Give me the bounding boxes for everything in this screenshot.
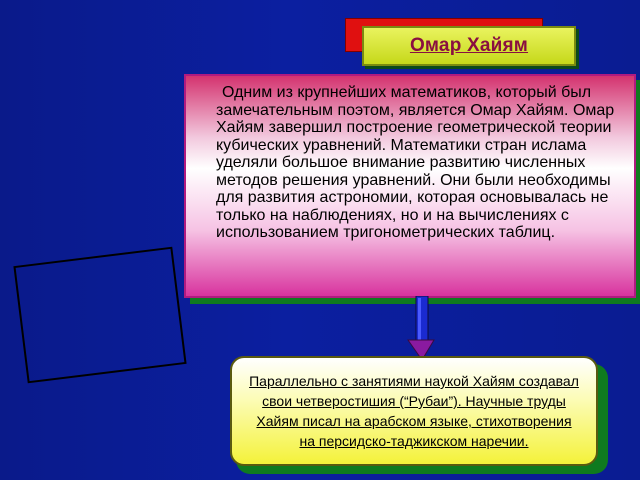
- image-placeholder-frame: [13, 247, 186, 384]
- note-text: Параллельно с занятиями наукой Хайям создавал свои четверостишия (“Рубаи”). Научные труды Хайям писал на арабском языке, стихотворения на персидско-таджикском наречии.: [249, 373, 579, 449]
- note-box: [230, 356, 598, 466]
- title-badge: [362, 26, 576, 66]
- arrow-down-icon: [406, 296, 436, 362]
- main-text: Одним из крупнейших математиков, который был замечательным поэтом, является Омар Хайям. Омар Хайям завершил построение геометрической теории кубических уравнений. Математики стран ислама уделяли большое внимание развитию численных методов решения уравнений. Они были необходимы для развития астрономии, которая основывалась не только на наблюдениях, но и на вычислениях с использованием тригонометрических таблиц.: [216, 84, 615, 241]
- slide-title: Омар Хайям: [409, 35, 529, 56]
- main-text-box: [184, 74, 636, 298]
